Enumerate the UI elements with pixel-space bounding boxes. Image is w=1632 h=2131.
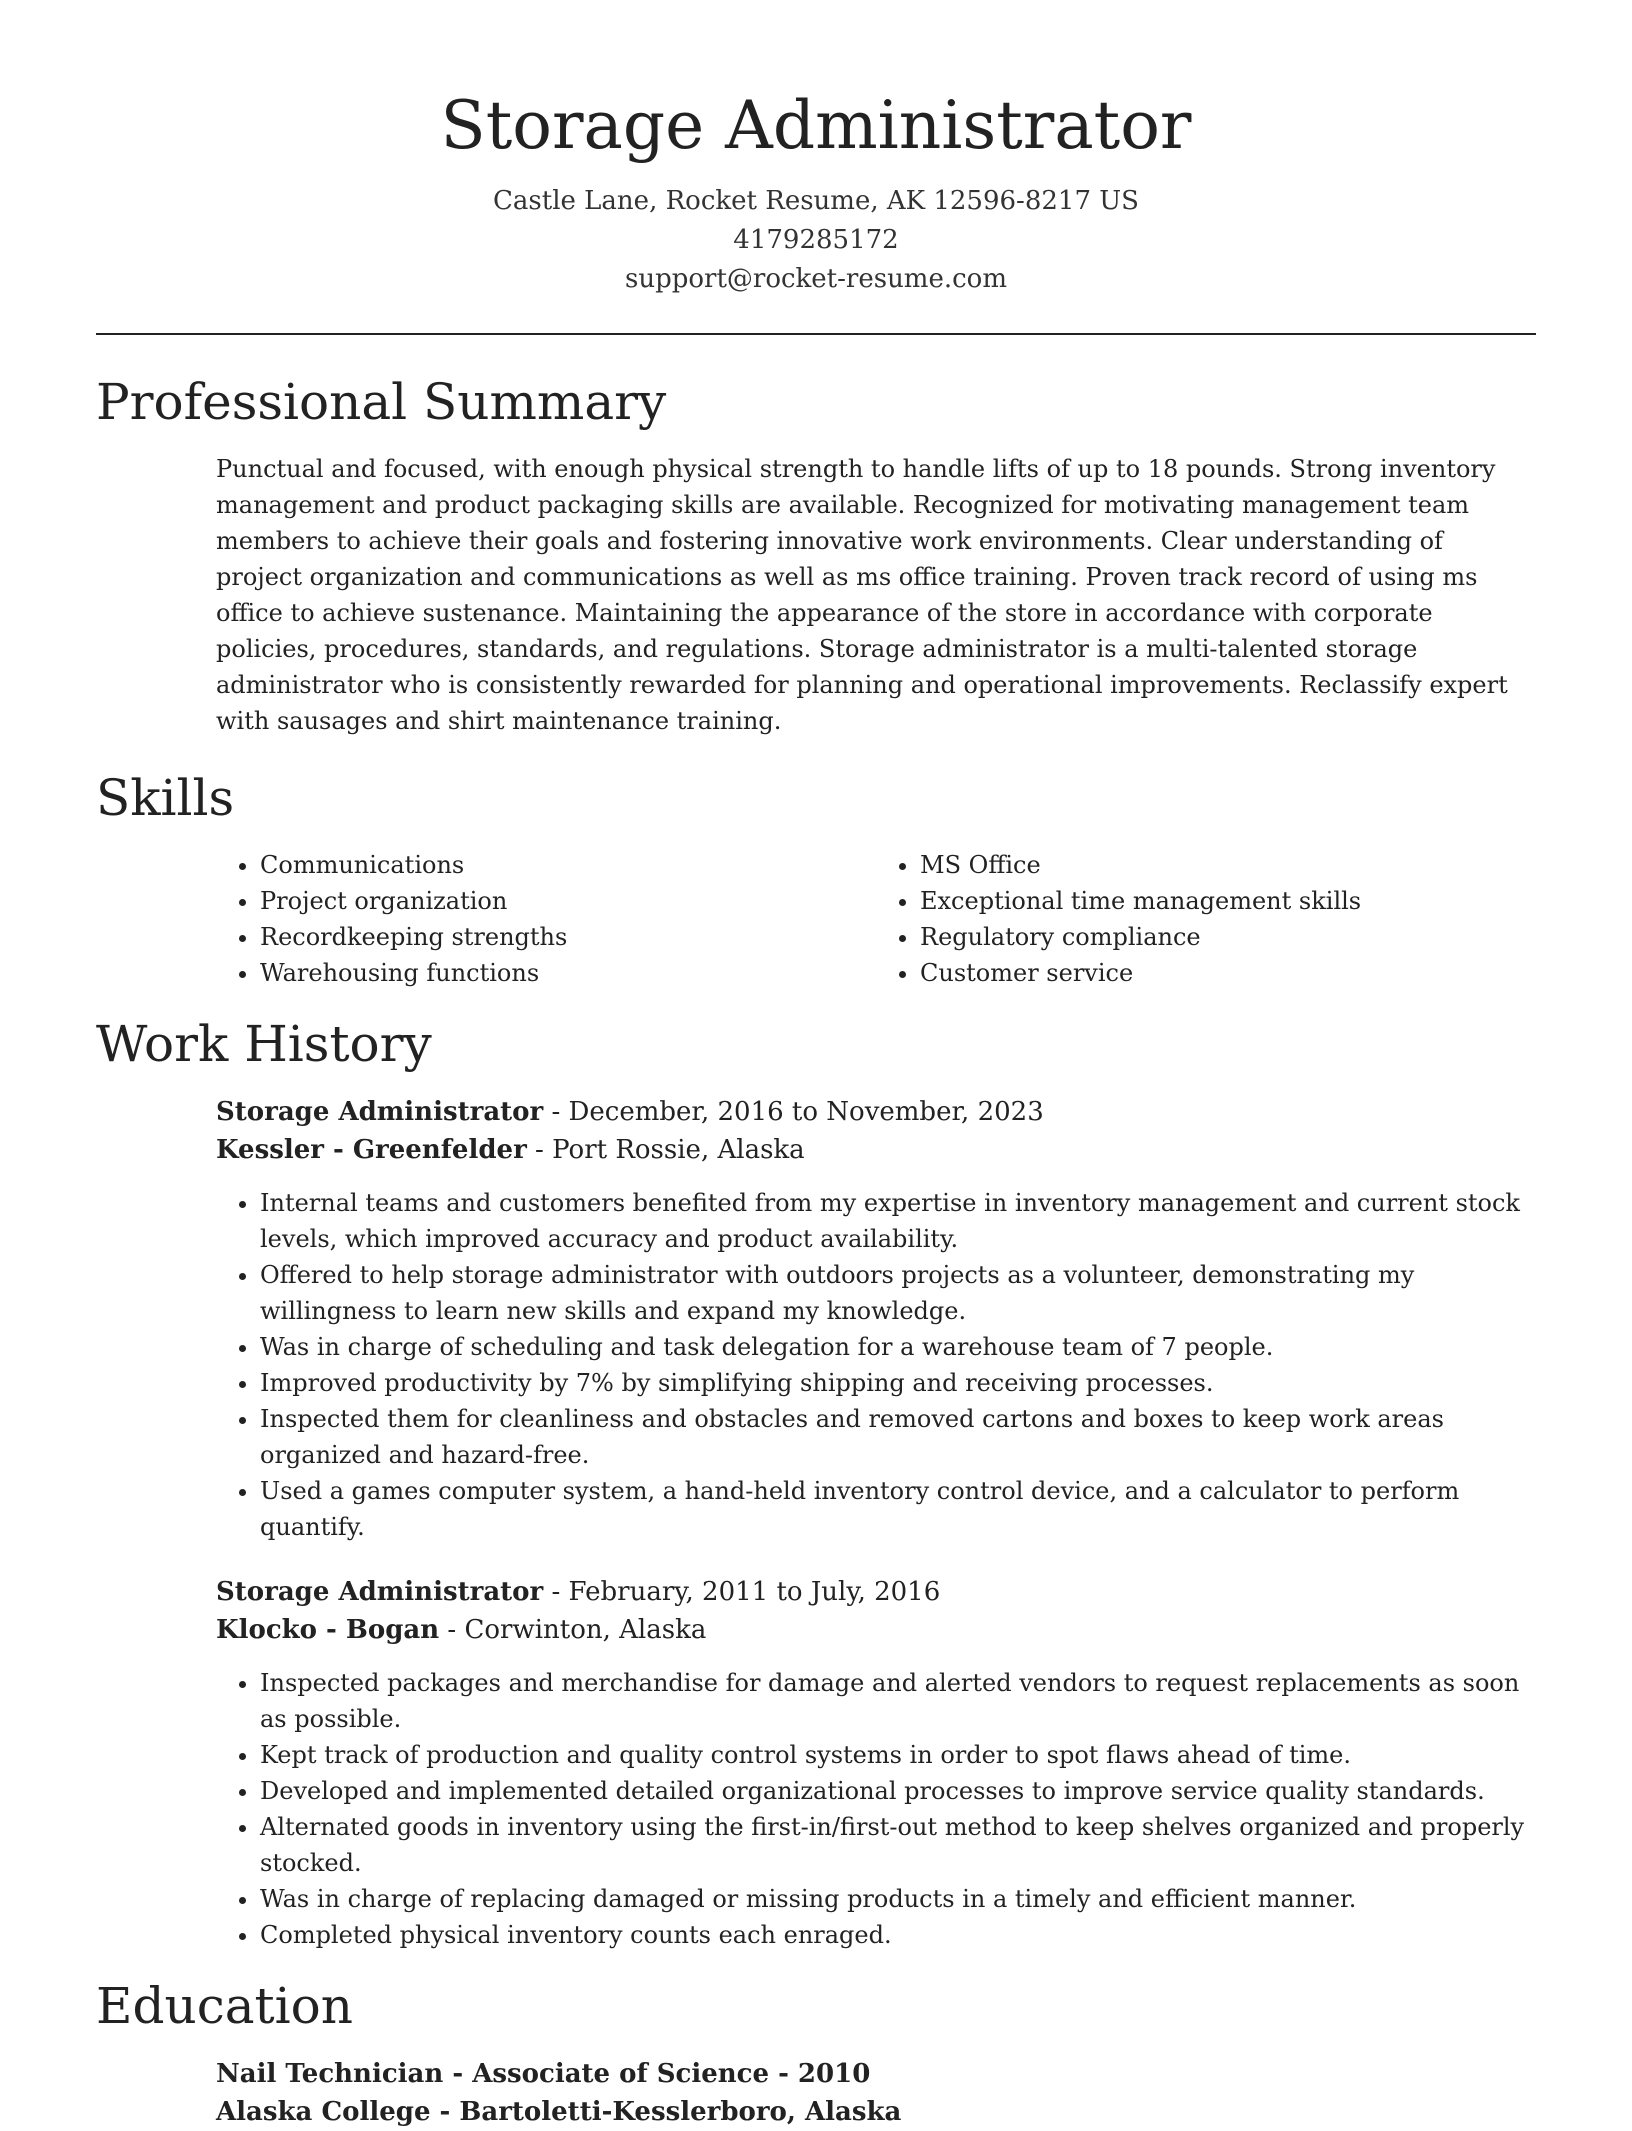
job-bullet: • Inspected them for cleanliness and obstacles and removed cartons and boxes to keep work areas organized and hazard-free.	[260, 1401, 1536, 1473]
section-title-work-history: Work History	[96, 1015, 432, 1073]
phone: 4179285172	[733, 225, 899, 255]
job-bullet: • Internal teams and customers benefited from my expertise in inventory management and current stock levels, which improved accuracy and product availability.	[260, 1185, 1536, 1257]
summary-text: Punctual and focused, with enough physical strength to handle lifts of up to 18 pounds. Strong inventory management and product packaging skills are available. Recognized for motivating management team members to achieve their goals and fostering innovative work environments. Clear understanding of project organization and communications as well as ms office training. Proven track record of using ms office to achieve sustenance. Maintaining the appearance of the store in accordance with corporate policies, procedures, standards, and regulations. Storage administrator is a multi-talented storage administrator who is consistently rewarded for planning and operational improvements. Reclassify expert with sausages and shirt maintenance training.	[216, 455, 1508, 735]
resume-header	[96, 0, 1536, 299]
resume-page	[96, 0, 1536, 2131]
job-bullet: • Inspected packages and merchandise for damage and alerted vendors to request replacements as soon as possible.	[260, 1665, 1536, 1737]
job-bullet: • Was in charge of replacing damaged or missing products in a timely and efficient manner.	[260, 1881, 1536, 1917]
job-location: - Port Rossie, Alaska	[526, 1135, 805, 1165]
job-bullet: • Developed and implemented detailed organizational processes to improve service quality standards.	[260, 1773, 1536, 1809]
work-history-list	[216, 1093, 1536, 1953]
header-divider	[96, 333, 1536, 335]
job-bullets	[216, 1185, 1536, 1545]
email: support@rocket-resume.com	[624, 264, 1007, 294]
job-bullets	[216, 1665, 1536, 1953]
education-entry	[216, 2055, 1536, 2131]
job-company: Klocko - Bogan	[216, 1615, 440, 1645]
skills-column-right	[876, 847, 1536, 991]
skill-item: • Exceptional time management skills	[920, 883, 1536, 919]
skill-item: • Recordkeeping strengths	[260, 919, 876, 955]
section-title-education: Education	[96, 1977, 353, 2035]
job-role: Storage Administrator	[216, 1097, 544, 1127]
job-bullet: • Kept track of production and quality control systems in order to spot flaws ahead of time.	[260, 1737, 1536, 1773]
skill-item: • Communications	[260, 847, 876, 883]
job-entry	[216, 1093, 1536, 1545]
skill-item: • Warehousing functions	[260, 955, 876, 991]
job-company-line	[216, 1611, 1536, 1649]
job-bullet: • Used a games computer system, a hand-held inventory control device, and a calculator to perform quantify.	[260, 1473, 1536, 1545]
skill-item: • Customer service	[920, 955, 1536, 991]
job-title-line	[216, 1093, 1536, 1131]
skills-column-left	[216, 847, 876, 991]
job-bullet: • Completed physical inventory counts each enraged.	[260, 1917, 1536, 1953]
skill-item: • Regulatory compliance	[920, 919, 1536, 955]
job-company: Kessler - Greenfelder	[216, 1135, 527, 1165]
skills-grid	[216, 847, 1536, 991]
address: Castle Lane, Rocket Resume, AK 12596-8217 US	[493, 186, 1139, 216]
education-school: Alaska College - Bartoletti-Kesslerboro, Alaska	[216, 2097, 902, 2127]
job-dates: - February, 2011 to July, 2016	[543, 1577, 941, 1607]
skill-item: • Project organization	[260, 883, 876, 919]
candidate-name: Storage Administrator	[440, 87, 1192, 164]
job-dates: - December, 2016 to November, 2023	[543, 1097, 1044, 1127]
job-bullet: • Was in charge of scheduling and task delegation for a warehouse team of 7 people.	[260, 1329, 1536, 1365]
education-degree: Nail Technician - Associate of Science - 2010	[216, 2059, 871, 2089]
job-location: - Corwinton, Alaska	[439, 1615, 707, 1645]
job-role: Storage Administrator	[216, 1577, 544, 1607]
job-bullet: • Offered to help storage administrator with outdoors projects as a volunteer, demonstrating my willingness to learn new skills and expand my knowledge.	[260, 1257, 1536, 1329]
section-title-summary: Professional Summary	[96, 373, 667, 431]
section-title-skills: Skills	[96, 769, 235, 827]
job-bullet: • Alternated goods in inventory using the first-in/first-out method to keep shelves organized and properly stocked.	[260, 1809, 1536, 1881]
skill-item: • MS Office	[920, 847, 1536, 883]
job-title-line	[216, 1573, 1536, 1611]
job-company-line	[216, 1131, 1536, 1169]
job-bullet: • Improved productivity by 7% by simplifying shipping and receiving processes.	[260, 1365, 1536, 1401]
job-entry	[216, 1573, 1536, 1953]
